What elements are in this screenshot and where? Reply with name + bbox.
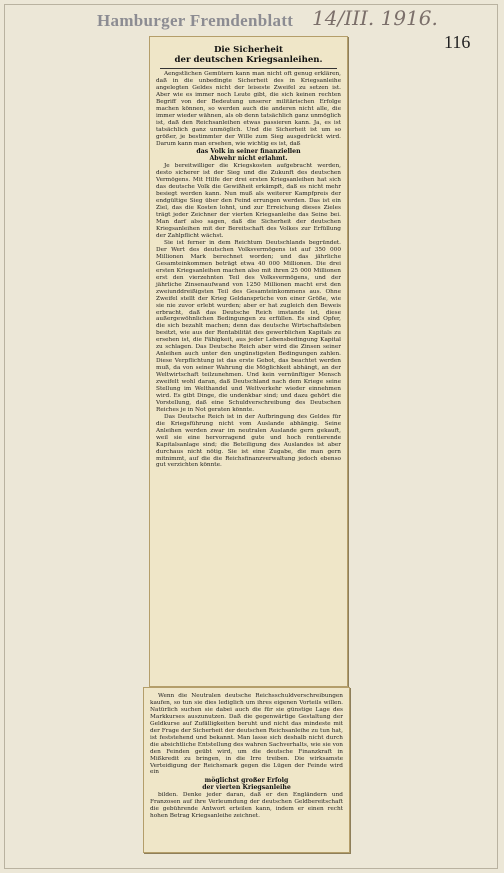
- article-clipping-main: [149, 36, 348, 687]
- paragraph-4: Das Deutsche Reich ist in der Aufbringung des Geldes für die Kriegsführung nicht vom Auslande abhängig. Seine Anleihen werden zwar im neutralen Auslande gern gekauft, weil sie eine hervorragend gute und hoch rentierende Kapitalsanlage sind; die Beteiligung des Auslandes ist aber durchaus nicht nötig. Sie ist eine Zugabe, die man gern mitnimmt, auf die die Reichsfinanzverwaltung jedoch ebenso gut verzichten könnte.: [156, 413, 341, 469]
- subheading-1-line-1: das Volk in seiner finanziellen: [196, 148, 301, 156]
- paragraph-5: Wenn die Neutralen deutsche Reichsschuldverschreibungen kaufen, so tun sie dies lediglich um ihres eigenen Vorteils willen. Natürlich suchen sie dabei auch die für sie günstige Lage des Markkurses auszunutzen. Daß die gegenwärtige Gestaltung der Geldkurse auf Zufälligkeiten beruht und nicht das mindeste mit der Frage der Sicherheit der deutschen Reichsanleihe zu tun hat, ist feststehend und bekannt. Man lasse sich deshalb nicht durch die absichtliche Entstellung des wahren Sachverhalts, wie sie von den Feinden geübt wird, um die deutsche Finanzkraft in Mißkredit zu bringen, in die Irre treiben. Die wirksamste Verteidigung der Reichsmark gegen die Lügen der Feinde wird ein: [150, 693, 343, 776]
- subheading-2-line-2: der vierten Kriegsanleihe: [202, 784, 291, 792]
- newspaper-stamp: Hamburger Fremdenblatt: [97, 11, 294, 30]
- page-number: 116: [444, 32, 471, 52]
- paragraph-2: Je bereitwilliger die Kriegskosten aufgebracht werden, desto sicherer ist der Sieg und die Zukunft des deutschen Vermögens. Mit Hilfe der drei ersten Kriegsanleihen hat sich das deutsche Volk die Gewißheit erkämpft, daß es nicht mehr besiegt werden kann. Nun muß als weiterer Kampfpreis der endgültige Sieg über den Feind errungen werden. Das ist ein Ziel, das die Kosten lohnt, und zur Erreichung dieses Zieles trägt jeder Zeichner der vierten Kriegsanleihe das Seine bei. Man darf also sagen, daß die Sicherheit der deutschen Kriegsanleihen mit der Bereitschaft des Volkes zur Erfüllung der Zahlpflicht wächst.: [156, 163, 341, 240]
- paragraph-1: Aengstlichen Gemütern kann man nicht oft genug erklären, daß in die unbedingte Sicherheit des in Kriegsanleihe angelegten Geldes nicht der leiseste Zweifel zu setzen ist. Aber wie es immer noch Leute gibt, die sich keinen rechten Begriff von der Bedeutung unserer militärischen Erfolge machen können, so werden auch die anderen nicht alle, die immer wieder wähnen, als ob denn tatsächlich ganz unmöglich ist, daß den Reichsanleihen etwas passieren kann. Ja, es ist tatsächlich ganz unmöglich. Und die Sicherheit ist um so größer, je bestimmter der Wille zum Sieg ausgedrückt wird. Darum kann man ersehen, wie wichtig es ist, daß: [156, 71, 341, 147]
- subheading-1-line-2: Abwehr nicht erlahmt.: [209, 155, 288, 163]
- paragraph-3: Sie ist ferner in dem Reichtum Deutschlands begründet. Der Wert des deutschen Volksvermögens ist auf 350 000 Millionen Mark berechnet worden; und das jährliche Gesamteinkommen beträgt etwa 40 000 Millionen. Die drei ersten Kriegsanleihen machen also mit ihren 25 000 Millionen erst den vierzehnten Teil des Volksvermögens, und der jährliche Zinsenaufwand von 1250 Millionen macht erst den zweiunddreißigsten Teil des Gesamteinkommens aus. Ohne Zweifel stellt der Krieg Geldansprüche von einer Größe, wie sie nie zuvor erlebt wurden; aber er hat zugleich den Beweis erbracht, daß das Deutsche Reich imstande ist, diese außergewöhnlichen Bedingungen zu erfüllen. Es sind Opfer, die sich bezahlt machen; denn das deutsche Wirtschaftsleben besitzt, wie aus der Rentabilität des gewerblichen Kapitals zu ersehen ist, die Fähigkeit, aus jeder Lebensbedingung Kapital zu schlagen. Das Deutsche Reich aber wird die Zinsen seiner Anleihen auch unter den ungünstigsten Bedingungen zahlen. Diese Verpflichtung ist das erste Gebot, das beachtet werden muß, da von seiner Wahrung die Möglichkeit abhängt, an der Weltwirtschaft teilzunehmen. Und kein vernünftiger Mensch zweifelt wohl daran, daß Deutschland nach dem Kriege seine Stellung im Welthandel und Weltverkehr wieder einnehmen wird. Es gibt Dinge, die undenkbar sind; und dazu gehört die Vorstellung, daß eine Schuldverschreibung des Deutschen Reiches je in Not geraten könnte.: [156, 239, 341, 413]
- subheading-2-line-1: möglichst großer Erfolg: [204, 777, 289, 785]
- headline-line-1: Die Sicherheit: [213, 45, 284, 55]
- paragraph-6: bilden. Denke jeder daran, daß er den Engländern und Franzosen auf ihre Verleumdung der deutschen Geldbereitschaft die gebührende Antwort erteilen kann, indem er einen recht hohen Betrag Kriegsanleihe zeichnet.: [150, 792, 343, 820]
- article-headline: [150, 45, 347, 65]
- handwritten-date: 14/III. 1916.: [312, 6, 438, 30]
- article-body: [156, 71, 341, 469]
- subheading-1: [156, 148, 341, 162]
- headline-line-2: der deutschen Kriegsanleihen.: [174, 55, 323, 65]
- headline-rule: [160, 68, 337, 69]
- continuation-body: [150, 693, 343, 820]
- subheading-2: [150, 777, 343, 791]
- article-clipping-continuation: [143, 687, 350, 853]
